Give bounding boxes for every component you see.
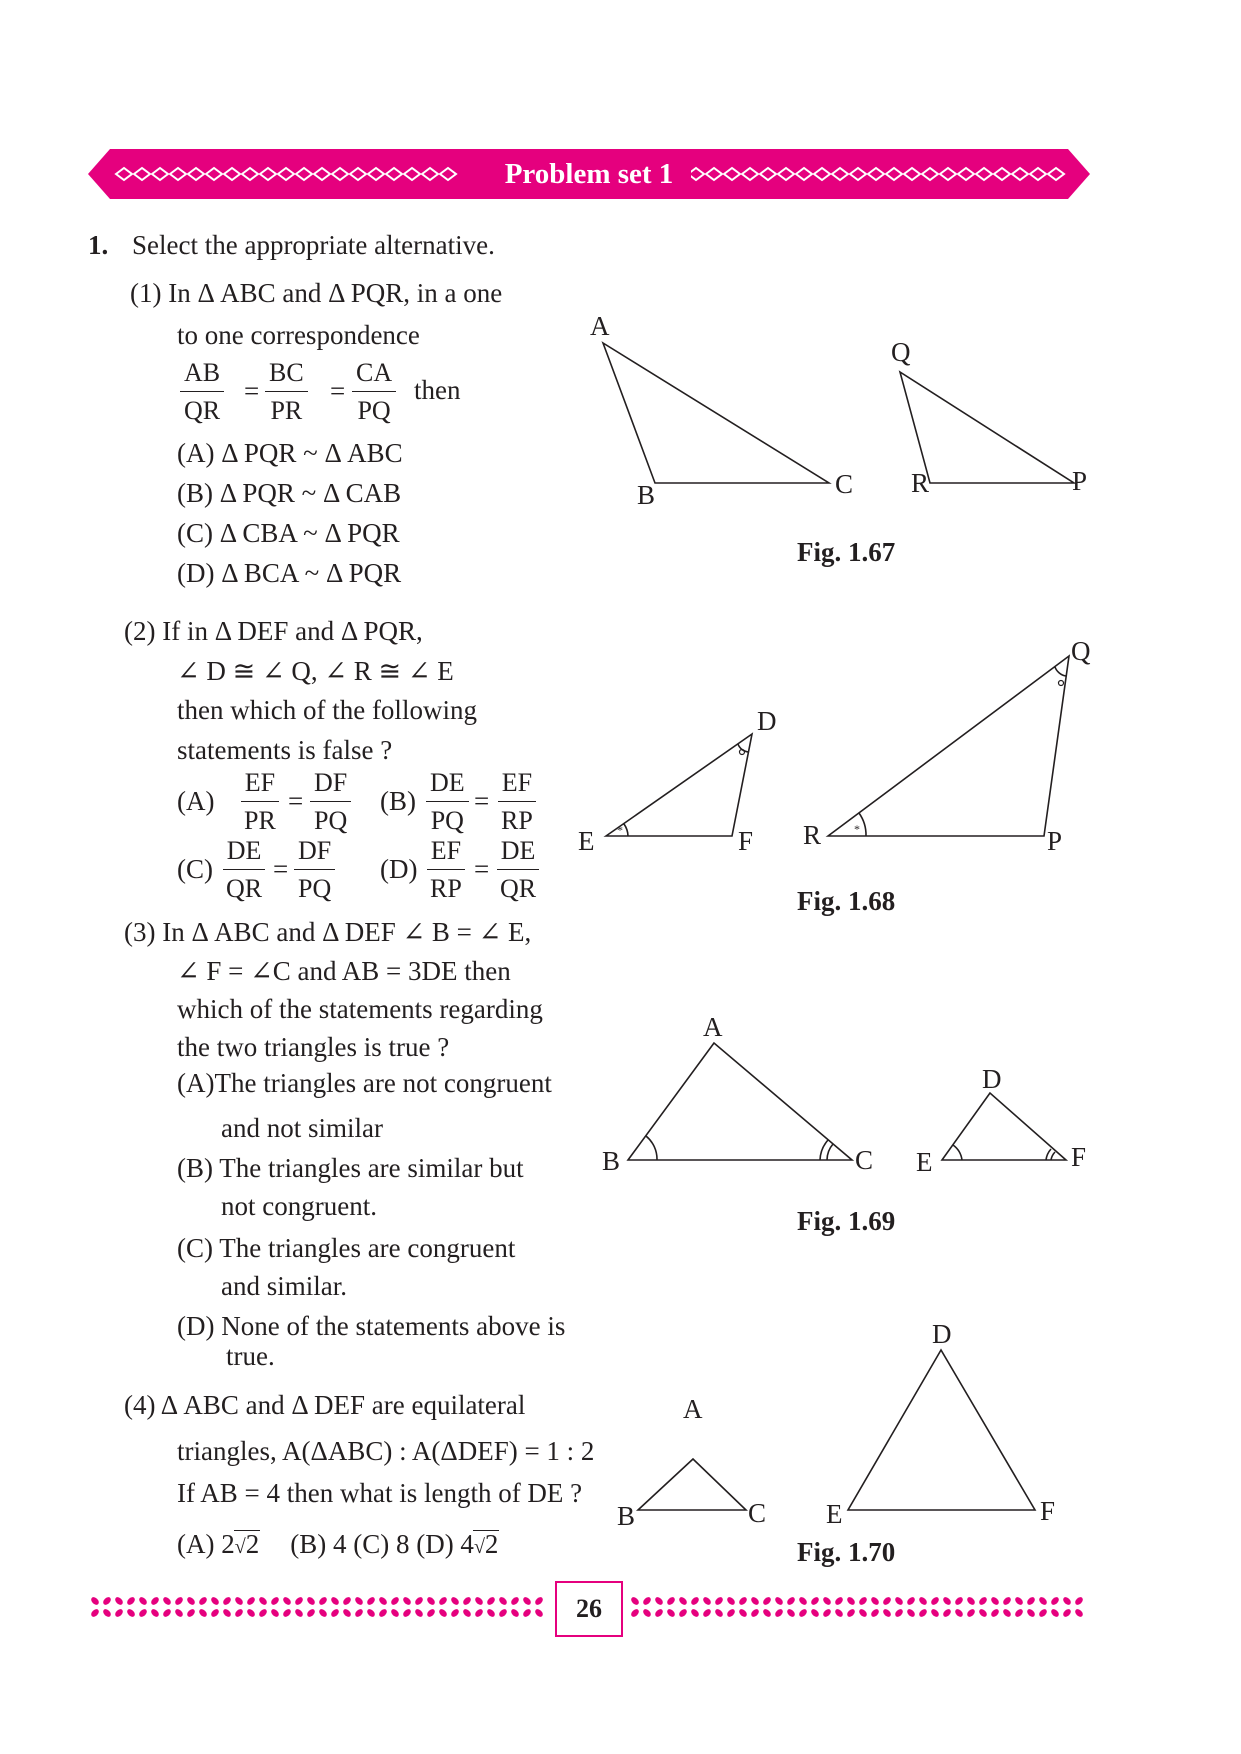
p2-option-c-label: (C) <box>177 854 213 884</box>
figure-caption-1-67: Fig. 1.67 <box>797 537 896 567</box>
fig70-vertex-e: E <box>826 1499 843 1529</box>
fig70-vertex-d: D <box>932 1319 952 1349</box>
fig68-vertex-d: D <box>757 706 777 736</box>
radical-2: √2 <box>473 1529 499 1559</box>
floral-ornament <box>90 1596 113 1619</box>
fig70-vertex-a: A <box>683 1394 703 1424</box>
p2-option-a-label: (A) <box>177 786 215 816</box>
fig67-vertex-r: R <box>911 468 930 498</box>
p1-fraction-ca-pq: $\frac{CA}{PQ}$ <box>352 360 396 424</box>
p1-fraction-ab-qr: $\frac{AB}{QR}$ <box>180 360 224 424</box>
figure-caption-1-70: Fig. 1.70 <box>797 1537 896 1567</box>
floral-ornament <box>774 1596 797 1619</box>
p1-then: then <box>414 375 461 405</box>
p2-a-fraction-2: $\frac{DF}{PQ}$ <box>310 770 351 834</box>
page-number: 26 <box>555 1581 623 1637</box>
p3-option-b-line2: not congruent. <box>221 1191 377 1221</box>
floral-ornament <box>654 1596 677 1619</box>
floral-ornament <box>942 1596 965 1619</box>
floral-ornament <box>186 1596 209 1619</box>
question-text: Select the appropriate alternative. <box>132 230 495 260</box>
fig69-vertex-e: E <box>916 1147 933 1177</box>
svg-text:*: * <box>617 823 623 837</box>
figure-caption-1-68: Fig. 1.68 <box>797 886 896 916</box>
p2-c-fraction-2: $\frac{DF}{PQ}$ <box>294 838 335 902</box>
p1-option-c: (C) Δ CBA ~ Δ PQR <box>177 518 400 548</box>
floral-ornament <box>702 1596 725 1619</box>
floral-ornament <box>918 1596 941 1619</box>
p2-b-fraction-1: $\frac{DE}{PQ}$ <box>426 770 469 834</box>
fig68-vertex-p: P <box>1047 826 1063 856</box>
p1-fraction-bc-pr: $\frac{BC}{PR}$ <box>265 360 308 424</box>
floral-ornament <box>726 1596 749 1619</box>
fig68-vertex-r: R <box>803 820 822 850</box>
floral-ornament <box>1062 1596 1085 1619</box>
p4-line2: triangles, A(ΔABC) : A(ΔDEF) = 1 : 2 <box>177 1436 595 1466</box>
p2-option-b-label: (B) <box>380 786 416 816</box>
radical-2: √2 <box>234 1529 260 1559</box>
fig69-vertex-f: F <box>1071 1142 1087 1172</box>
fig69-vertex-a: A <box>703 1012 723 1042</box>
p3-line3: which of the statements regarding <box>177 994 543 1024</box>
p3-option-c-line1: (C) The triangles are congruent <box>177 1233 516 1263</box>
p3-line4: the two triangles is true ? <box>177 1032 450 1062</box>
p3-option-c-line2: and similar. <box>221 1271 347 1301</box>
fig70-vertex-b: B <box>617 1501 636 1531</box>
floral-ornament <box>258 1596 281 1619</box>
floral-ornament <box>306 1596 329 1619</box>
equals-sign: = <box>474 786 490 816</box>
fig69-vertex-b: B <box>602 1146 621 1176</box>
p2-a-fraction-1: $\frac{EF}{PR}$ <box>240 770 280 834</box>
p1-option-a: (A) Δ PQR ~ Δ ABC <box>177 438 403 468</box>
footer-ornament-right <box>628 1590 1090 1624</box>
p2-line2: ∠ D ≅ ∠ Q, ∠ R ≅ ∠ E <box>177 656 454 686</box>
floral-ornament <box>822 1596 845 1619</box>
p3-option-d-line1: (D) None of the statements above is <box>177 1311 566 1341</box>
equals-sign: = <box>330 376 346 406</box>
floral-ornament <box>378 1596 401 1619</box>
figure-caption-1-69: Fig. 1.69 <box>797 1206 896 1236</box>
p1-line1: (1) In Δ ABC and Δ PQR, in a one <box>130 278 503 308</box>
p2-line1: (2) If in Δ DEF and Δ PQR, <box>124 616 423 646</box>
p3-option-a-line2: and not similar <box>221 1113 383 1143</box>
floral-ornament <box>282 1596 305 1619</box>
p3-option-a-line1: (A)The triangles are not congruent <box>177 1068 552 1098</box>
svg-text:*: * <box>854 822 860 836</box>
equals-sign: = <box>273 854 289 884</box>
fig67-vertex-c: C <box>835 469 854 499</box>
p1-option-b: (B) Δ PQR ~ Δ CAB <box>177 478 402 508</box>
floral-ornament <box>450 1596 473 1619</box>
equals-sign: = <box>474 854 490 884</box>
section-title: Problem set 1 <box>487 158 692 191</box>
fig67-vertex-q: Q <box>891 337 911 367</box>
floral-ornament <box>522 1596 545 1619</box>
floral-ornament <box>330 1596 353 1619</box>
p4-line1: (4) Δ ABC and Δ DEF are equilateral <box>124 1390 526 1420</box>
p3-option-b-line1: (B) The triangles are similar but <box>177 1153 524 1183</box>
fig69-vertex-c: C <box>855 1145 874 1175</box>
floral-ornament <box>846 1596 869 1619</box>
floral-ornament <box>894 1596 917 1619</box>
floral-ornament <box>162 1596 185 1619</box>
fig67-vertex-p: P <box>1072 466 1088 496</box>
p2-d-fraction-2: $\frac{DE}{QR}$ <box>496 838 540 902</box>
floral-ornament <box>990 1596 1013 1619</box>
p1-line2: to one correspondence <box>177 320 420 350</box>
floral-ornament <box>870 1596 893 1619</box>
fig67-vertex-a: A <box>590 311 610 341</box>
question-number: 1. <box>88 230 109 260</box>
floral-ornament <box>234 1596 257 1619</box>
fig67-vertex-b: B <box>637 480 656 510</box>
floral-ornament <box>750 1596 773 1619</box>
p3-line1: (3) In Δ ABC and Δ DEF ∠ B = ∠ E, <box>124 917 532 947</box>
floral-ornament <box>678 1596 701 1619</box>
equals-sign: = <box>288 786 304 816</box>
p2-c-fraction-1: $\frac{DE}{QR}$ <box>222 838 266 902</box>
floral-ornament <box>630 1596 653 1619</box>
fig70-vertex-c: C <box>748 1498 767 1528</box>
floral-ornament <box>1038 1596 1061 1619</box>
fig69-vertex-d: D <box>982 1064 1002 1094</box>
p3-line2: ∠ F = ∠C and AB = 3DE then <box>177 956 511 986</box>
floral-ornament <box>474 1596 497 1619</box>
p3-option-d-line2: true. <box>226 1341 275 1371</box>
fig68-vertex-q: Q <box>1071 636 1091 666</box>
floral-ornament <box>138 1596 161 1619</box>
floral-ornament <box>426 1596 449 1619</box>
fig70-vertex-f: F <box>1040 1496 1056 1526</box>
floral-ornament <box>402 1596 425 1619</box>
floral-ornament <box>210 1596 233 1619</box>
floral-ornament <box>114 1596 137 1619</box>
floral-ornament <box>498 1596 521 1619</box>
floral-ornament <box>798 1596 821 1619</box>
p2-line3: then which of the following <box>177 695 477 725</box>
p1-option-d: (D) Δ BCA ~ Δ PQR <box>177 558 402 588</box>
p2-option-d-label: (D) <box>380 854 418 884</box>
fig68-vertex-f: F <box>738 826 754 856</box>
p2-line4: statements is false ? <box>177 735 393 765</box>
equals-sign: = <box>244 376 260 406</box>
footer-ornament-left <box>88 1590 554 1624</box>
floral-ornament <box>966 1596 989 1619</box>
floral-ornament <box>1014 1596 1037 1619</box>
p4-options: (A) 2√2 (B) 4 (C) 8 (D) 4√2 <box>177 1529 499 1559</box>
p2-d-fraction-1: $\frac{EF}{RP}$ <box>426 838 466 902</box>
p2-b-fraction-2: $\frac{EF}{RP}$ <box>497 770 537 834</box>
floral-ornament <box>354 1596 377 1619</box>
fig68-vertex-e: E <box>578 826 595 856</box>
p4-line3: If AB = 4 then what is length of DE ? <box>177 1478 583 1508</box>
